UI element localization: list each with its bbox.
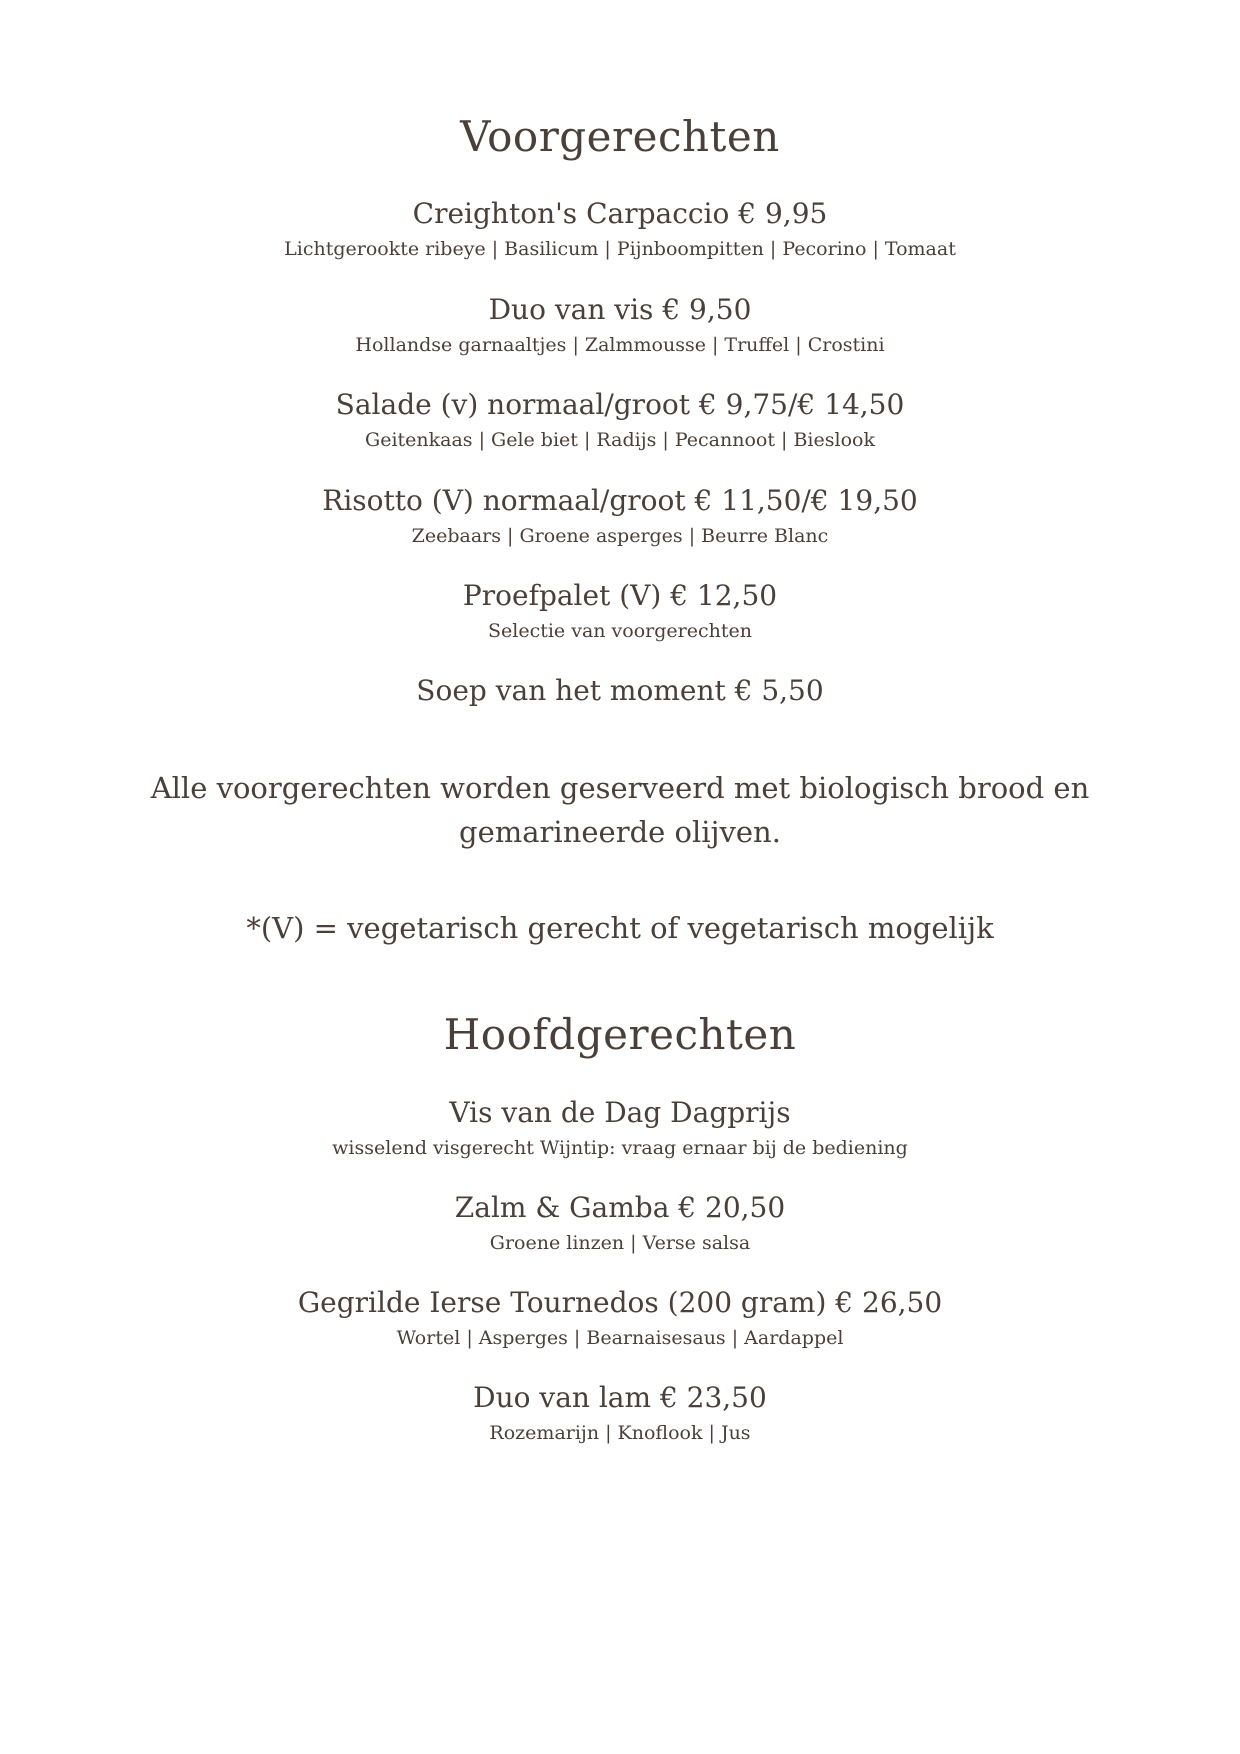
dish-name: Duo van vis € 9,50 [488,293,752,326]
dish-description: Rozemarijn | Knoflook | Jus [489,1422,751,1444]
dish-name: Risotto (V) normaal/groot € 11,50/€ 19,50 [322,484,918,517]
dish-name: Soep van het moment € 5,50 [416,674,824,707]
dish-description: Wortel | Asperges | Bearnaisesaus | Aardappel [396,1327,844,1349]
dish-description: Groene linzen | Verse salsa [489,1232,751,1254]
dish-duo-van-vis [0,292,1240,358]
dish-name: Creighton's Carpaccio € 9,95 [412,197,828,230]
dish-salade [0,387,1240,453]
dish-risotto [0,483,1240,549]
dish-description: Selectie van voorgerechten [488,620,752,642]
dish-description: Lichtgerookte ribeye | Basilicum | Pijnboompitten | Pecorino | Tomaat [284,238,956,260]
dish-proefpalet [0,578,1240,644]
dish-description: Geitenkaas | Gele biet | Radijs | Pecannoot | Bieslook [365,429,875,451]
dish-name: Duo van lam € 23,50 [473,1381,767,1414]
dish-name: Zalm & Gamba € 20,50 [454,1191,786,1224]
dish-description: wisselend visgerecht Wijntip: vraag ernaar bij de bediening [332,1137,908,1159]
dish-description: Hollandse garnaaltjes | Zalmmousse | Truffel | Crostini [355,334,885,356]
bread-olives-note: Alle voorgerechten worden geserveerd met biologisch brood en gemarineerde olijven. [150,771,1090,849]
starters-title: Voorgerechten [460,112,780,161]
dish-name: Proefpalet (V) € 12,50 [462,579,778,612]
dish-soep [0,673,1240,709]
dish-name: Vis van de Dag Dagprijs [449,1096,791,1129]
mains-title: Hoofdgerechten [443,1010,797,1059]
dish-duo-van-lam [0,1380,1240,1446]
dish-name: Salade (v) normaal/groot € 9,75/€ 14,50 [335,388,905,421]
dish-zalm-gamba [0,1190,1240,1256]
dish-name: Gegrilde Ierse Tournedos (200 gram) € 26,50 [297,1286,943,1319]
dish-vis-van-de-dag [0,1095,1240,1161]
dish-tournedos [0,1285,1240,1351]
vegetarian-note: *(V) = vegetarisch gerecht of vegetarisch mogelijk [246,911,994,945]
dish-carpaccio [0,196,1240,262]
dish-description: Zeebaars | Groene asperges | Beurre Blanc [411,525,829,547]
